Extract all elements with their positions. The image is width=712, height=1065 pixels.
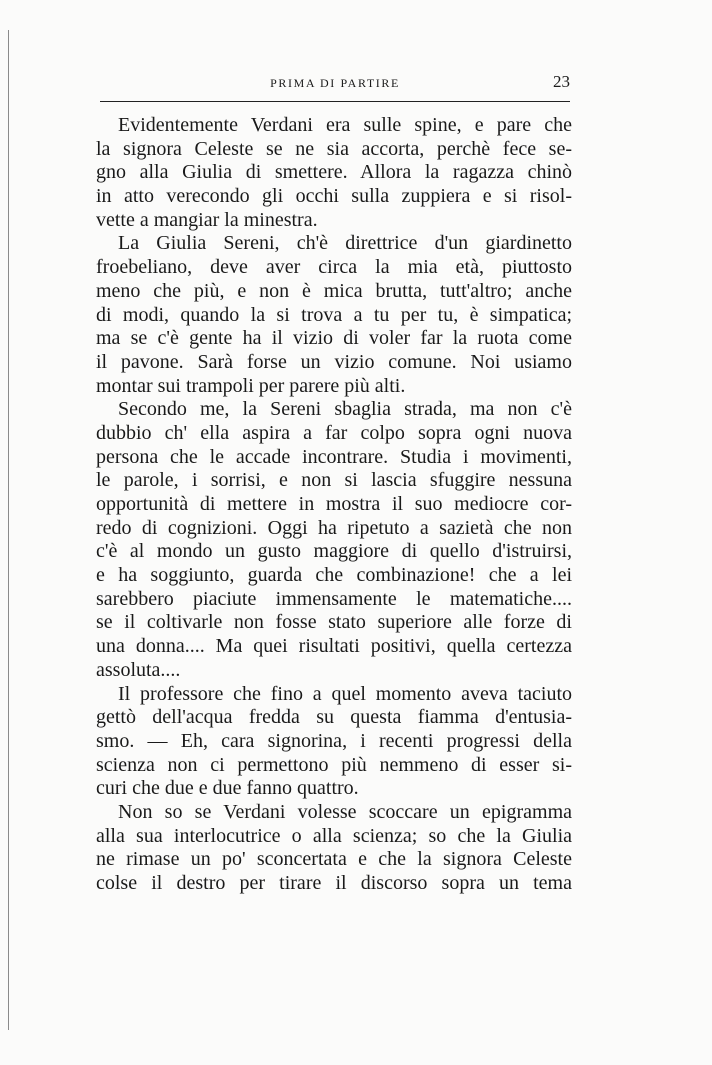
text-line: La Giulia Sereni, ch'è direttrice d'un giardinetto <box>118 232 572 255</box>
text-line: la signora Celeste se ne sia accorta, perchè fece se- <box>96 137 572 160</box>
text-line: opportunità di mettere in mostra il suo mediocre cor- <box>96 493 572 515</box>
text-line: c'è al mondo un gusto maggiore di quello d'istruirsi, <box>96 540 572 563</box>
text-line: gettò dell'acqua fredda su questa fiamma d'entusia- <box>96 706 572 729</box>
page-header <box>100 72 570 98</box>
text-line: il pavone. Sarà forse un vizio comune. Noi usiamo <box>96 350 572 373</box>
text-line: e ha soggiunto, guarda che combinazione! che a lei <box>96 564 572 587</box>
body-text <box>96 114 572 896</box>
text-line: froebeliano, deve aver circa la mia età, piuttosto <box>96 256 572 279</box>
text-line: redo di cognizioni. Oggi ha ripetuto a sazietà che non <box>96 516 572 539</box>
text-line: se il coltivarle non fosse stato superiore alle forze di <box>96 611 572 634</box>
text-line: ma se c'è gente ha il vizio di voler far la ruota come <box>96 327 572 350</box>
text-line: persona che le accade incontrare. Studia i movimenti, <box>96 445 572 468</box>
text-line: assoluta.... <box>96 658 181 681</box>
text-line: di modi, quando la si trova a tu per tu, è simpatica; <box>96 303 572 326</box>
header-rule <box>100 101 570 102</box>
text-line: vette a mangiar la minestra. <box>96 208 318 231</box>
text-line: le parole, i sorrisi, e non si lascia sfuggire nessuna <box>96 469 572 492</box>
text-line: ne rimase un po' sconcertata e che la signora Celeste <box>96 848 572 871</box>
text-line: una donna.... Ma quei risultati positivi, quella certezza <box>96 635 572 658</box>
text-line: gno alla Giulia di smettere. Allora la ragazza chinò <box>96 161 572 184</box>
text-line: smo. — Eh, cara signorina, i recenti progressi della <box>96 729 572 752</box>
page-number: 23 <box>553 72 570 91</box>
text-line: in atto verecondo gli occhi sulla zuppiera e si risol- <box>96 185 572 208</box>
text-line: curi che due e due fanno quattro. <box>96 777 359 800</box>
text-line: Evidentemente Verdani era sulle spine, e pare che <box>118 114 572 136</box>
running-title: PRIMA DI PARTIRE <box>270 76 400 90</box>
page-edge-line <box>8 30 9 1030</box>
text-line: Il professore che fino a quel momento aveva taciuto <box>118 682 572 705</box>
text-line: scienza non ci permettono più nemmeno di esser si- <box>96 753 572 776</box>
text-line: Secondo me, la Sereni sbaglia strada, ma non c'è <box>118 398 572 421</box>
text-line: Non so se Verdani volesse scoccare un epigramma <box>118 800 572 823</box>
text-line: colse il destro per tirare il discorso sopra un tema <box>96 872 572 894</box>
text-line: dubbio ch' ella aspira a far colpo sopra ogni nuova <box>96 421 572 444</box>
text-line: alla sua interlocutrice o alla scienza; so che la Giulia <box>96 824 572 847</box>
text-line: sarebbero piaciute immensamente le matematiche.... <box>96 587 572 610</box>
text-line: montar sui trampoli per parere più alti. <box>96 374 406 397</box>
text-line: meno che più, e non è mica brutta, tutt'altro; anche <box>96 279 572 302</box>
